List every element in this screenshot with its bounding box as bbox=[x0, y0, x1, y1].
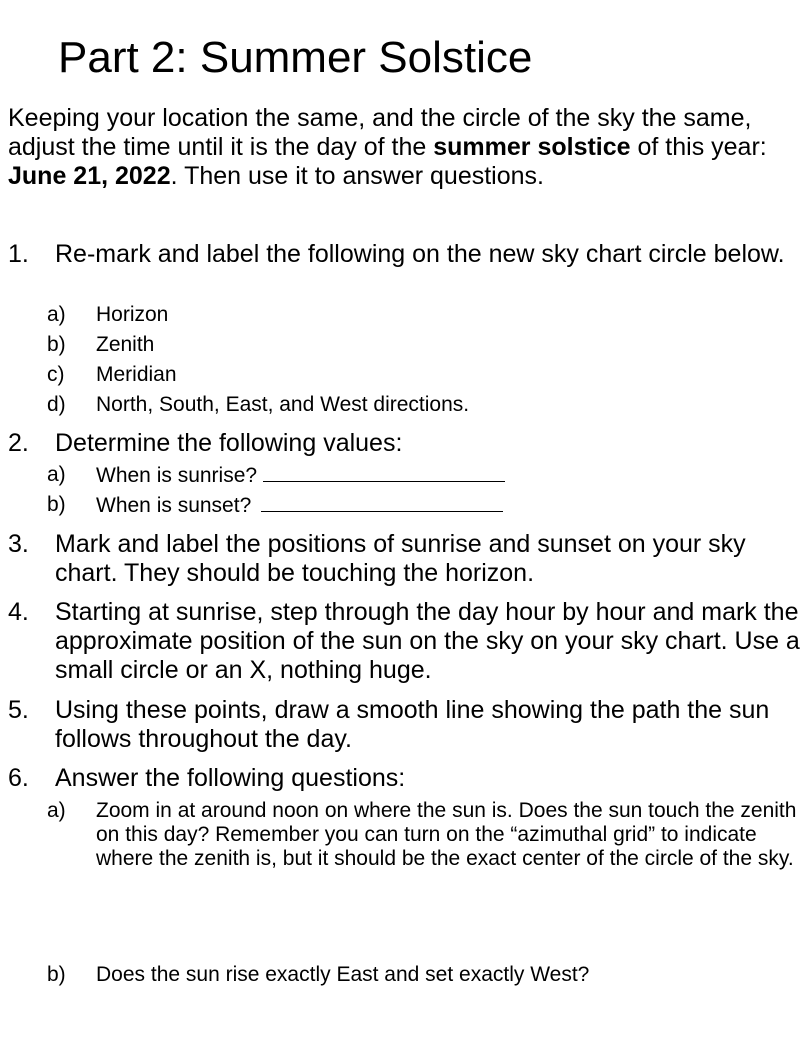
question-1-item-d bbox=[47, 393, 807, 417]
question-3 bbox=[8, 530, 808, 588]
question-5 bbox=[8, 696, 808, 754]
question-1-item-b-letter: b) bbox=[47, 333, 66, 356]
page-title: Part 2: Summer Solstice bbox=[58, 33, 533, 82]
question-1-item-b-text: Zenith bbox=[96, 333, 155, 356]
question-2-item-a-text-wrap bbox=[96, 463, 807, 488]
question-2 bbox=[8, 429, 808, 458]
question-5-number: 5. bbox=[8, 696, 29, 724]
question-1-item-c-letter: c) bbox=[47, 363, 65, 386]
question-1-item-c-text: Meridian bbox=[96, 363, 177, 386]
question-2-item-b bbox=[47, 493, 807, 518]
question-2-item-b-text: When is sunset? bbox=[96, 494, 252, 517]
question-6-item-b bbox=[47, 963, 807, 987]
question-6-item-b-letter: b) bbox=[47, 963, 66, 986]
sunrise-answer-blank[interactable] bbox=[263, 463, 505, 482]
intro-text-1: Keeping your location the same, and the circle of the sky the same, adjust the time until it is the day of the bbox=[8, 104, 752, 161]
question-1-item-a-letter: a) bbox=[47, 303, 66, 326]
question-2-item-a-letter: a) bbox=[47, 463, 66, 486]
question-1-item-b bbox=[47, 333, 807, 357]
question-1-text: Re-mark and label the following on the new sky chart circle below. bbox=[55, 240, 785, 268]
question-6 bbox=[8, 764, 808, 793]
question-6-item-a bbox=[47, 799, 807, 871]
question-2-item-a-text: When is sunrise? bbox=[96, 464, 258, 487]
question-5-text: Using these points, draw a smooth line showing the path the sun follows throughout the day. bbox=[55, 696, 770, 753]
question-1-item-d-letter: d) bbox=[47, 393, 66, 416]
question-2-item-b-text-wrap bbox=[96, 493, 807, 518]
intro-paragraph bbox=[8, 104, 808, 191]
question-1 bbox=[8, 240, 808, 269]
question-1-item-d-text: North, South, East, and West directions. bbox=[96, 393, 470, 416]
question-3-text: Mark and label the positions of sunrise and sunset on your sky chart. They should be touching the horizon. bbox=[55, 530, 746, 587]
question-6-item-a-letter: a) bbox=[47, 799, 66, 822]
question-2-item-a bbox=[47, 463, 807, 488]
intro-text-3: . Then use it to answer questions. bbox=[170, 162, 544, 190]
question-1-item-a bbox=[47, 303, 807, 327]
question-1-number: 1. bbox=[8, 240, 29, 268]
intro-text-2: of this year: bbox=[630, 133, 767, 161]
intro-bold-date: June 21, 2022 bbox=[8, 162, 171, 190]
intro-bold-summer-solstice: summer solstice bbox=[433, 133, 631, 161]
question-6-item-b-text: Does the sun rise exactly East and set exactly West? bbox=[96, 963, 590, 986]
question-6-number: 6. bbox=[8, 764, 29, 792]
question-4 bbox=[8, 598, 808, 685]
question-3-number: 3. bbox=[8, 530, 29, 558]
question-6-text: Answer the following questions: bbox=[55, 764, 406, 792]
question-2-number: 2. bbox=[8, 429, 29, 457]
question-4-text: Starting at sunrise, step through the day hour by hour and mark the approximate position of the sun on the sky on your sky chart. Use a small circle or an X, nothing huge. bbox=[55, 598, 800, 684]
question-2-item-b-letter: b) bbox=[47, 493, 66, 516]
question-4-number: 4. bbox=[8, 598, 29, 626]
question-1-item-c bbox=[47, 363, 807, 387]
question-6-item-a-text: Zoom in at around noon on where the sun is. Does the sun touch the zenith on this day? Remember you can turn on the “azimuthal grid” to indicate where the zenith is, but it should be the exact center of the circle of the sky. bbox=[96, 799, 797, 870]
question-2-text: Determine the following values: bbox=[55, 429, 403, 457]
sunset-answer-blank[interactable] bbox=[261, 493, 503, 512]
question-1-item-a-text: Horizon bbox=[96, 303, 169, 326]
